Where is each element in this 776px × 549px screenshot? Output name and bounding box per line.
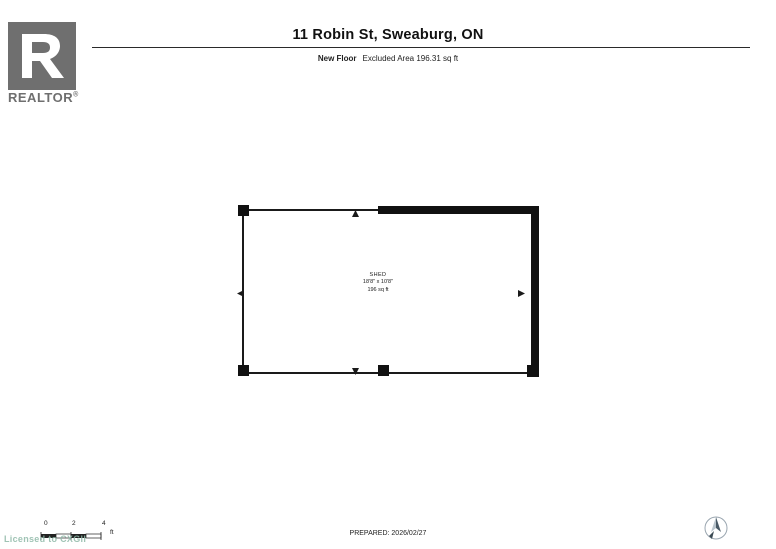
post-bottom-middle <box>378 365 389 376</box>
floor-label: New Floor <box>317 54 357 63</box>
scale-tick-labels <box>40 520 126 529</box>
scale-tick-2: 4 <box>102 520 106 527</box>
realtor-wordmark-text: REALTOR <box>8 90 74 105</box>
registered-mark: ® <box>73 91 79 99</box>
license-watermark: Licensed to CXGII <box>4 534 87 544</box>
dimension-arrow-right-icon <box>516 285 525 294</box>
scale-tick-1: 2 <box>72 520 76 527</box>
room-label <box>288 272 468 294</box>
wall-bottom <box>242 372 538 374</box>
dimension-arrow-up-icon <box>351 206 360 215</box>
dimension-arrow-left-icon <box>237 285 246 294</box>
header-divider <box>92 47 750 48</box>
corner-post-bottom-left <box>238 365 249 376</box>
dimension-arrow-down-icon <box>351 362 360 371</box>
wall-right-thick <box>531 206 539 377</box>
floorplan-drawing <box>228 195 553 390</box>
page-title: 11 Robin St, Sweaburg, ON <box>292 27 484 43</box>
prepared-date: PREPARED: 2026/02/27 <box>349 530 427 537</box>
corner-post-top-left <box>238 205 249 216</box>
room-dimensions: 18'8" x 10'8" <box>362 279 394 286</box>
north-arrow-icon <box>700 512 732 544</box>
room-name: SHED <box>369 272 387 278</box>
realtor-wordmark <box>8 90 79 105</box>
scale-unit-label: ft <box>110 529 114 536</box>
corner-post-bottom-right <box>527 365 539 377</box>
subheader <box>0 54 776 63</box>
scale-tick-0: 0 <box>44 520 48 527</box>
room-area: 196 sq ft <box>367 286 389 293</box>
excluded-area-label: Excluded Area 196.31 sq ft <box>362 54 459 63</box>
wall-top-right-thick <box>378 206 539 214</box>
